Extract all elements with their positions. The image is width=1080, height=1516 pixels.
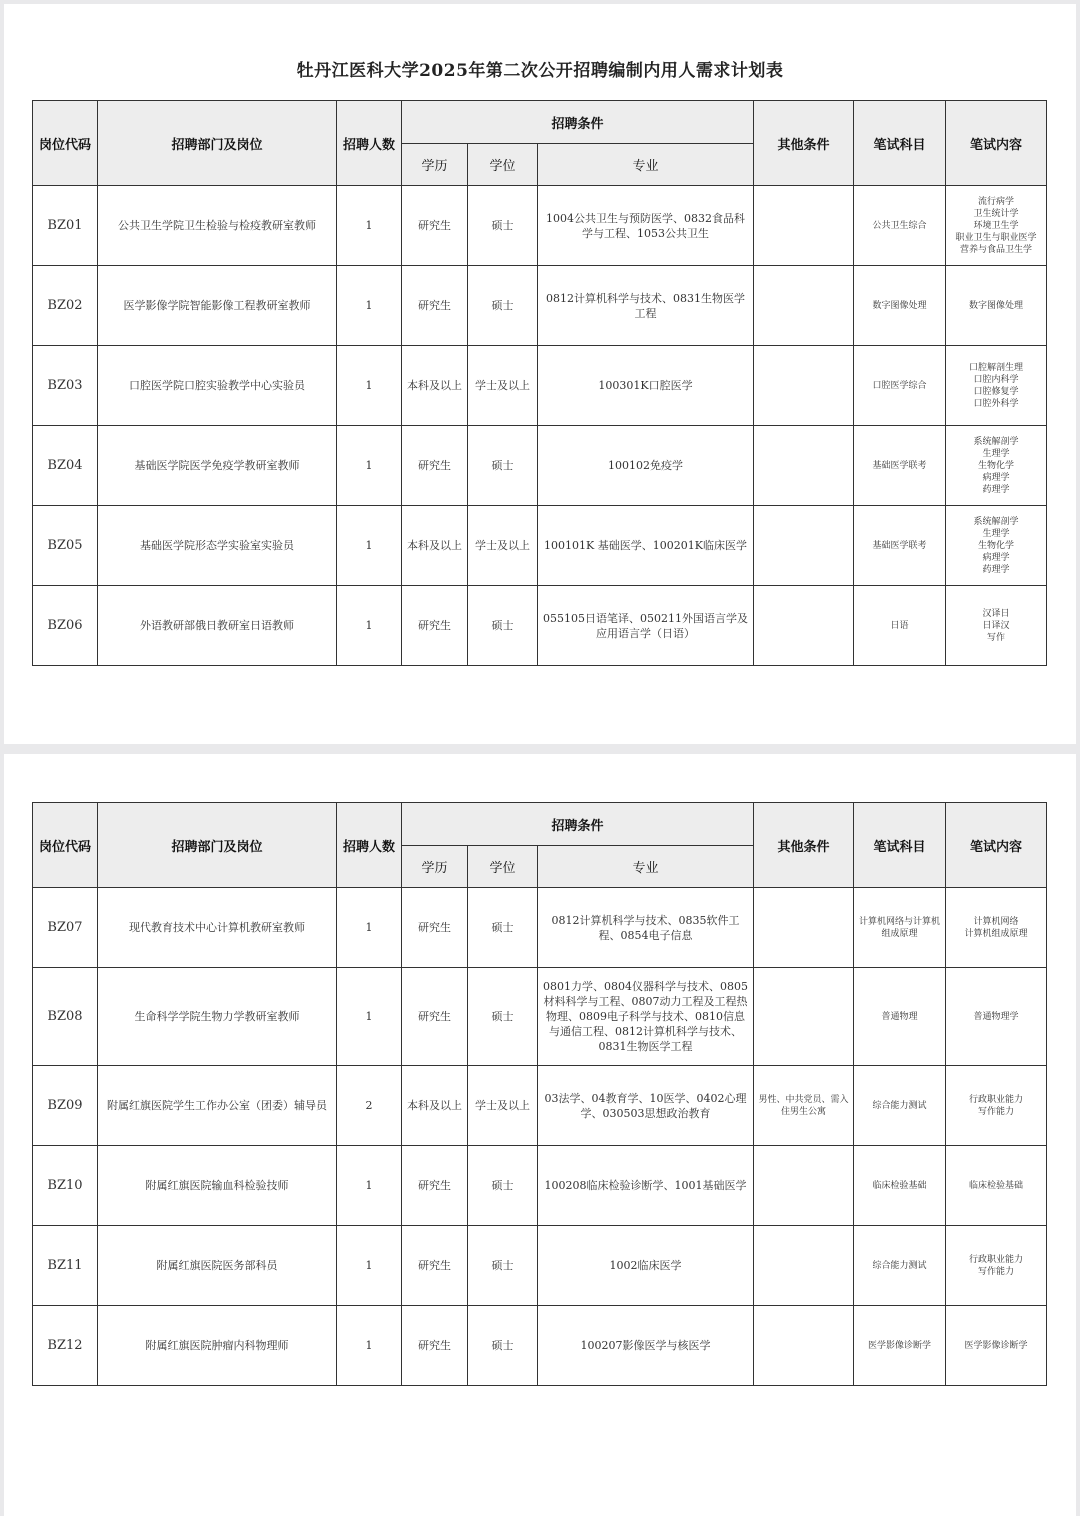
cell-exam-subject: 基础医学联考 [854, 426, 946, 506]
cell-code: BZ01 [33, 186, 98, 266]
header-code: 岗位代码 [33, 101, 98, 186]
cell-count: 1 [337, 346, 402, 426]
cell-exam-content [946, 1226, 1047, 1306]
exam-content-line: 职业卫生与职业医学 [955, 232, 1037, 243]
table-row [33, 1306, 1047, 1386]
exam-content-line: 系统解剖学 [973, 436, 1019, 447]
cell-education: 研究生 [402, 1226, 468, 1306]
exam-content-line: 汉译日 [982, 608, 1010, 619]
cell-dept: 医学影像学院智能影像工程教研室教师 [98, 266, 337, 346]
cell-other [754, 506, 854, 586]
table-row [33, 266, 1047, 346]
cell-dept: 现代教育技术中心计算机教研室教师 [98, 888, 337, 968]
table-body-2 [33, 888, 1047, 1386]
table-row [33, 888, 1047, 968]
header-code: 岗位代码 [33, 803, 98, 888]
header-other: 其他条件 [754, 101, 854, 186]
exam-content-line: 写作 [986, 632, 1005, 643]
cell-major: 100102免疫学 [538, 426, 754, 506]
header-major: 专业 [538, 846, 754, 888]
header-other: 其他条件 [754, 803, 854, 888]
table-row [33, 1226, 1047, 1306]
cell-exam-content [946, 186, 1047, 266]
header-exam-content: 笔试内容 [946, 803, 1047, 888]
cell-code: BZ03 [33, 346, 98, 426]
cell-degree: 硕士 [468, 1306, 538, 1386]
exam-content-line: 口腔内科学 [973, 374, 1019, 385]
cell-dept: 公共卫生学院卫生检验与检疫教研室教师 [98, 186, 337, 266]
cell-degree: 学士及以上 [468, 506, 538, 586]
exam-content-line: 卫生统计学 [973, 208, 1019, 219]
cell-other [754, 1226, 854, 1306]
cell-degree: 硕士 [468, 426, 538, 506]
cell-exam-content [946, 506, 1047, 586]
exam-content-line: 普通物理学 [973, 1011, 1019, 1022]
cell-exam-subject: 日语 [854, 586, 946, 666]
cell-education: 本科及以上 [402, 1066, 468, 1146]
page-title: 牡丹江医科大学2025年第二次公开招聘编制内用人需求计划表 [296, 61, 784, 81]
header-education: 学历 [402, 144, 468, 186]
cell-code: BZ07 [33, 888, 98, 968]
table-row [33, 1066, 1047, 1146]
cell-dept: 附属红旗医院输血科检验技师 [98, 1146, 337, 1226]
cell-dept: 基础医学院形态学实验室实验员 [98, 506, 337, 586]
cell-code: BZ08 [33, 968, 98, 1066]
cell-major: 100301K口腔医学 [538, 346, 754, 426]
cell-degree: 硕士 [468, 1146, 538, 1226]
cell-education: 研究生 [402, 968, 468, 1066]
cell-other [754, 888, 854, 968]
recruitment-table-part-2 [32, 802, 1047, 1386]
cell-major: 0801力学、0804仪器科学与技术、0805材料科学与工程、0807动力工程及工程热物理、0809电子科学与技术、0810信息与通信工程、0812计算机科学与技术、0831生物医学工程 [538, 968, 754, 1066]
exam-content-line: 计算机网络 [973, 916, 1019, 927]
cell-dept: 口腔医学院口腔实验教学中心实验员 [98, 346, 337, 426]
cell-count: 1 [337, 968, 402, 1066]
header-count: 招聘人数 [337, 101, 402, 186]
cell-code: BZ05 [33, 506, 98, 586]
table-row [33, 506, 1047, 586]
cell-exam-content [946, 426, 1047, 506]
cell-education: 研究生 [402, 888, 468, 968]
cell-major: 1002临床医学 [538, 1226, 754, 1306]
header-major: 专业 [538, 144, 754, 186]
cell-other [754, 968, 854, 1066]
cell-count: 1 [337, 1306, 402, 1386]
exam-content-line: 病理学 [982, 552, 1010, 563]
cell-exam-subject: 公共卫生综合 [854, 186, 946, 266]
exam-content-line: 生物化学 [977, 460, 1014, 471]
cell-dept: 附属红旗医院医务部科员 [98, 1226, 337, 1306]
cell-count: 1 [337, 1226, 402, 1306]
exam-content-line: 系统解剖学 [973, 516, 1019, 527]
cell-other [754, 346, 854, 426]
exam-content-line: 病理学 [982, 472, 1010, 483]
table-row [33, 186, 1047, 266]
cell-education: 研究生 [402, 266, 468, 346]
cell-exam-content [946, 968, 1047, 1066]
header-dept: 招聘部门及岗位 [98, 803, 337, 888]
document-page-1 [4, 4, 1076, 744]
cell-exam-subject: 临床检验基础 [854, 1146, 946, 1226]
cell-count: 1 [337, 266, 402, 346]
cell-education: 研究生 [402, 426, 468, 506]
cell-other [754, 186, 854, 266]
cell-major: 03法学、04教育学、10医学、0402心理学、030503思想政治教育 [538, 1066, 754, 1146]
header-conditions: 招聘条件 [402, 803, 754, 846]
cell-code: BZ06 [33, 586, 98, 666]
exam-content-line: 写作能力 [977, 1106, 1014, 1117]
exam-content-line: 口腔解剖生理 [968, 362, 1023, 373]
header-exam-content: 笔试内容 [946, 101, 1047, 186]
cell-major: 0812计算机科学与技术、0831生物医学工程 [538, 266, 754, 346]
cell-exam-content [946, 1066, 1047, 1146]
cell-dept: 基础医学院医学免疫学教研室教师 [98, 426, 337, 506]
cell-exam-content [946, 346, 1047, 426]
cell-count: 1 [337, 426, 402, 506]
exam-content-line: 生物化学 [977, 540, 1014, 551]
header-dept: 招聘部门及岗位 [98, 101, 337, 186]
cell-count: 1 [337, 186, 402, 266]
cell-count: 1 [337, 888, 402, 968]
exam-content-line: 临床检验基础 [968, 1180, 1023, 1191]
exam-content-line: 生理学 [982, 528, 1010, 539]
cell-exam-content [946, 1306, 1047, 1386]
cell-major: 100101K 基础医学、100201K临床医学 [538, 506, 754, 586]
cell-education: 研究生 [402, 186, 468, 266]
cell-exam-subject: 医学影像诊断学 [854, 1306, 946, 1386]
cell-code: BZ11 [33, 1226, 98, 1306]
cell-count: 1 [337, 506, 402, 586]
exam-content-line: 口腔修复学 [973, 386, 1019, 397]
cell-count: 1 [337, 586, 402, 666]
cell-degree: 学士及以上 [468, 1066, 538, 1146]
cell-degree: 硕士 [468, 586, 538, 666]
cell-exam-subject: 口腔医学综合 [854, 346, 946, 426]
cell-education: 研究生 [402, 586, 468, 666]
cell-other [754, 266, 854, 346]
exam-content-line: 营养与食品卫生学 [959, 244, 1032, 255]
cell-degree: 硕士 [468, 888, 538, 968]
cell-dept: 附属红旗医院学生工作办公室（团委）辅导员 [98, 1066, 337, 1146]
cell-code: BZ02 [33, 266, 98, 346]
exam-content-line: 行政职业能力 [968, 1094, 1023, 1105]
cell-exam-subject: 基础医学联考 [854, 506, 946, 586]
cell-major: 100207影像医学与核医学 [538, 1306, 754, 1386]
cell-major: 0812计算机科学与技术、0835软件工程、0854电子信息 [538, 888, 754, 968]
cell-exam-content [946, 586, 1047, 666]
cell-major: 055105日语笔译、050211外国语言学及应用语言学（日语） [538, 586, 754, 666]
cell-other: 男性、中共党员、需入住男生公寓 [754, 1066, 854, 1146]
table-row [33, 346, 1047, 426]
header-degree: 学位 [468, 144, 538, 186]
table-body-1 [33, 186, 1047, 666]
header-conditions: 招聘条件 [402, 101, 754, 144]
cell-exam-subject: 综合能力测试 [854, 1226, 946, 1306]
exam-content-line: 日译汉 [982, 620, 1010, 631]
cell-exam-content [946, 1146, 1047, 1226]
cell-education: 研究生 [402, 1146, 468, 1226]
cell-exam-subject: 计算机网络与计算机组成原理 [854, 888, 946, 968]
cell-count: 1 [337, 1146, 402, 1226]
cell-degree: 学士及以上 [468, 346, 538, 426]
cell-exam-subject: 综合能力测试 [854, 1066, 946, 1146]
cell-degree: 硕士 [468, 186, 538, 266]
cell-education: 本科及以上 [402, 346, 468, 426]
exam-content-line: 数字图像处理 [968, 300, 1023, 311]
exam-content-line: 药理学 [982, 484, 1010, 495]
cell-exam-content [946, 266, 1047, 346]
exam-content-line: 行政职业能力 [968, 1254, 1023, 1265]
cell-dept: 外语教研部俄日教研室日语教师 [98, 586, 337, 666]
exam-content-line: 环境卫生学 [973, 220, 1019, 231]
cell-code: BZ10 [33, 1146, 98, 1226]
exam-content-line: 写作能力 [977, 1266, 1014, 1277]
table-row [33, 426, 1047, 506]
exam-content-line: 计算机组成原理 [964, 928, 1028, 939]
cell-exam-subject: 普通物理 [854, 968, 946, 1066]
header-count: 招聘人数 [337, 803, 402, 888]
cell-degree: 硕士 [468, 266, 538, 346]
exam-content-line: 口腔外科学 [973, 398, 1019, 409]
cell-code: BZ04 [33, 426, 98, 506]
cell-other [754, 1306, 854, 1386]
cell-degree: 硕士 [468, 968, 538, 1066]
table-row [33, 968, 1047, 1066]
exam-content-line: 医学影像诊断学 [964, 1340, 1028, 1351]
cell-major: 100208临床检验诊断学、1001基础医学 [538, 1146, 754, 1226]
document-page-2 [4, 754, 1076, 1516]
cell-exam-content [946, 888, 1047, 968]
header-education: 学历 [402, 846, 468, 888]
recruitment-table-part-1 [32, 100, 1047, 666]
exam-content-line: 流行病学 [977, 196, 1014, 207]
cell-code: BZ12 [33, 1306, 98, 1386]
cell-exam-subject: 数字图像处理 [854, 266, 946, 346]
cell-code: BZ09 [33, 1066, 98, 1146]
cell-count: 2 [337, 1066, 402, 1146]
header-degree: 学位 [468, 846, 538, 888]
cell-education: 研究生 [402, 1306, 468, 1386]
cell-education: 本科及以上 [402, 506, 468, 586]
exam-content-line: 生理学 [982, 448, 1010, 459]
table-row [33, 586, 1047, 666]
cell-dept: 生命科学学院生物力学教研室教师 [98, 968, 337, 1066]
table-row [33, 1146, 1047, 1226]
cell-other [754, 426, 854, 506]
cell-other [754, 586, 854, 666]
cell-major: 1004公共卫生与预防医学、0832食品科学与工程、1053公共卫生 [538, 186, 754, 266]
cell-degree: 硕士 [468, 1226, 538, 1306]
exam-content-line: 药理学 [982, 564, 1010, 575]
header-exam-subject: 笔试科目 [854, 101, 946, 186]
cell-dept: 附属红旗医院肿瘤内科物理师 [98, 1306, 337, 1386]
header-exam-subject: 笔试科目 [854, 803, 946, 888]
cell-other [754, 1146, 854, 1226]
